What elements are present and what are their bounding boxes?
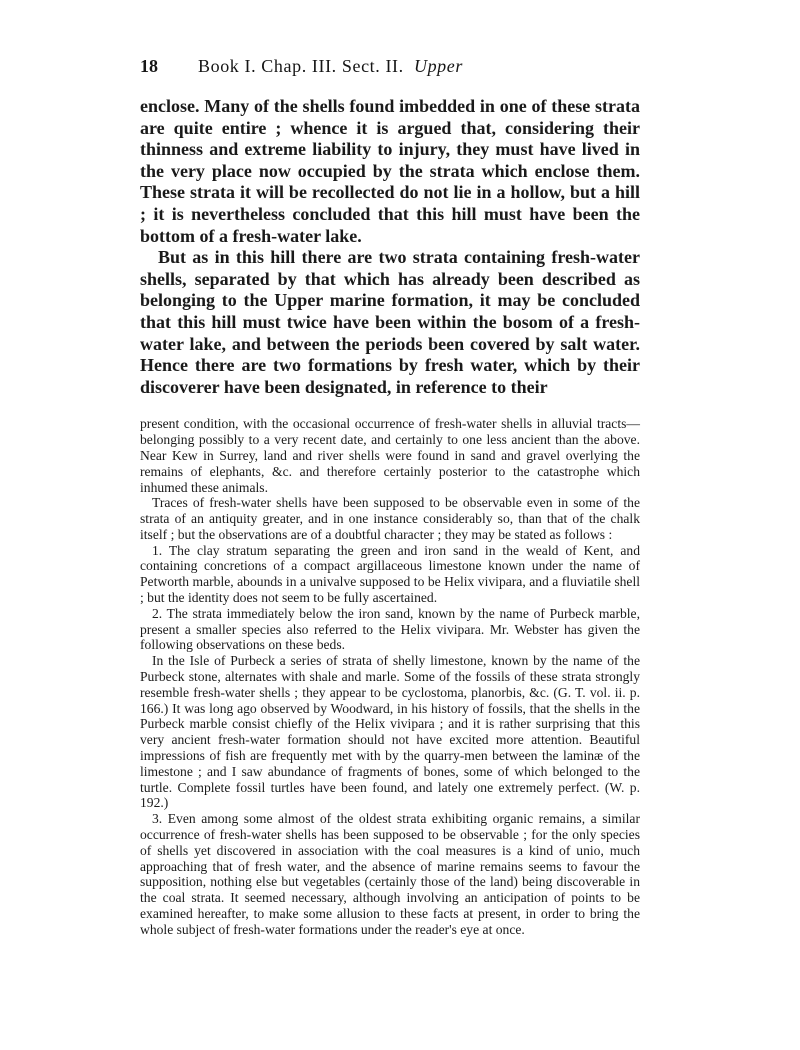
running-head xyxy=(198,56,463,77)
running-head-text: Book I. Chap. III. Sect. II. xyxy=(198,56,404,76)
footnote-paragraph: present condition, with the occasional occurrence of fresh-water shells in alluvial tracts—belonging possibly to a very recent date, and certainly to one less ancient than the above. Near Kew in Surrey, land and river shells were found in sand and gravel overlying the remains of elephants, &c. and therefore certainly posterior to the catastrophe which inhumed these animals. xyxy=(140,416,640,495)
footnote-paragraph: 3. Even among some almost of the oldest strata exhibiting organic remains, a similar occurrence of fresh-water shells has been supposed to be observable ; for the only species of shells yet discovered in association with the coal measures is a kind of unio, much approaching that of fresh water, and the absence of marine remains seems to favour the supposition, nothing else but vegetables (certainly those of the land) being discoverable in the coal strata. It seemed necessary, although involving an anticipation of points to be examined hereafter, to make some allusion to these facts at present, in order to bring the whole subject of fresh-water formations under the reader's eye at once. xyxy=(140,811,640,937)
running-head-italic: Upper xyxy=(413,56,463,76)
main-text xyxy=(140,96,640,398)
main-paragraph: enclose. Many of the shells found imbedded in one of these strata are quite entire ; whence it is argued that, considering their thinness and extreme liability to injury, they must have lived in the very place now occupied by the strata which enclose them. These strata it will be recollected do not lie in a hollow, but a hill ; it is nevertheless concluded that this hill must have been the bottom of a fresh-water lake. xyxy=(140,96,640,246)
footnote-paragraph: In the Isle of Purbeck a series of strata of shelly limestone, known by the name of the Purbeck stone, alternates with shale and marle. Some of the fossils of these strata strongly resemble fresh-water shells ; they appear to be cyclostoma, planorbis, &c. (G. T. vol. ii. p. 166.) It was long ago observed by Woodward, in his history of fossils, that the shells in the Purbeck marble consist chiefly of the Helix vivipara ; and it is rather surprising that this very ancient fresh-water formation should not have excited more attention. Beautiful impressions of fish are frequently met with by the quarry-men between the laminæ of the limestone ; and I saw abundance of fragments of bones, some of which belonged to the turtle. Complete fossil turtles have been found, and lately one extremely perfect. (W. p. 192.) xyxy=(140,653,640,811)
main-paragraph: But as in this hill there are two strata containing fresh-water shells, separated by that which has already been described as belonging to the Upper marine formation, it may be concluded that this hill must twice have been within the bosom of a fresh-water lake, and between the periods been covered by salt water. Hence there are two formations by fresh water, which by their discoverer have been designated, in reference to their xyxy=(140,247,640,397)
page-header xyxy=(140,56,640,96)
footnote-paragraph: 1. The clay stratum separating the green and iron sand in the weald of Kent, and containing concretions of a compact argillaceous limestone known under the name of Petworth marble, abounds in a univalve supposed to be Helix vivipara, and a fluviatile shell ; but the identity does not seem to be fully ascertained. xyxy=(140,542,640,606)
footnotes xyxy=(140,416,640,937)
page-number: 18 xyxy=(140,56,158,76)
footnote-paragraph: Traces of fresh-water shells have been supposed to be observable even in some of the strata of an antiquity greater, and in one instance considerably so, than that of the chalk itself ; but the observations are of a doubtful character ; they may be stated as follows : xyxy=(140,495,640,542)
footnote-paragraph: 2. The strata immediately below the iron sand, known by the name of Purbeck marble, present a smaller species also referred to the Helix vivipara. Mr. Webster has given the following observations on these beds. xyxy=(140,605,640,653)
book-page xyxy=(140,56,640,938)
